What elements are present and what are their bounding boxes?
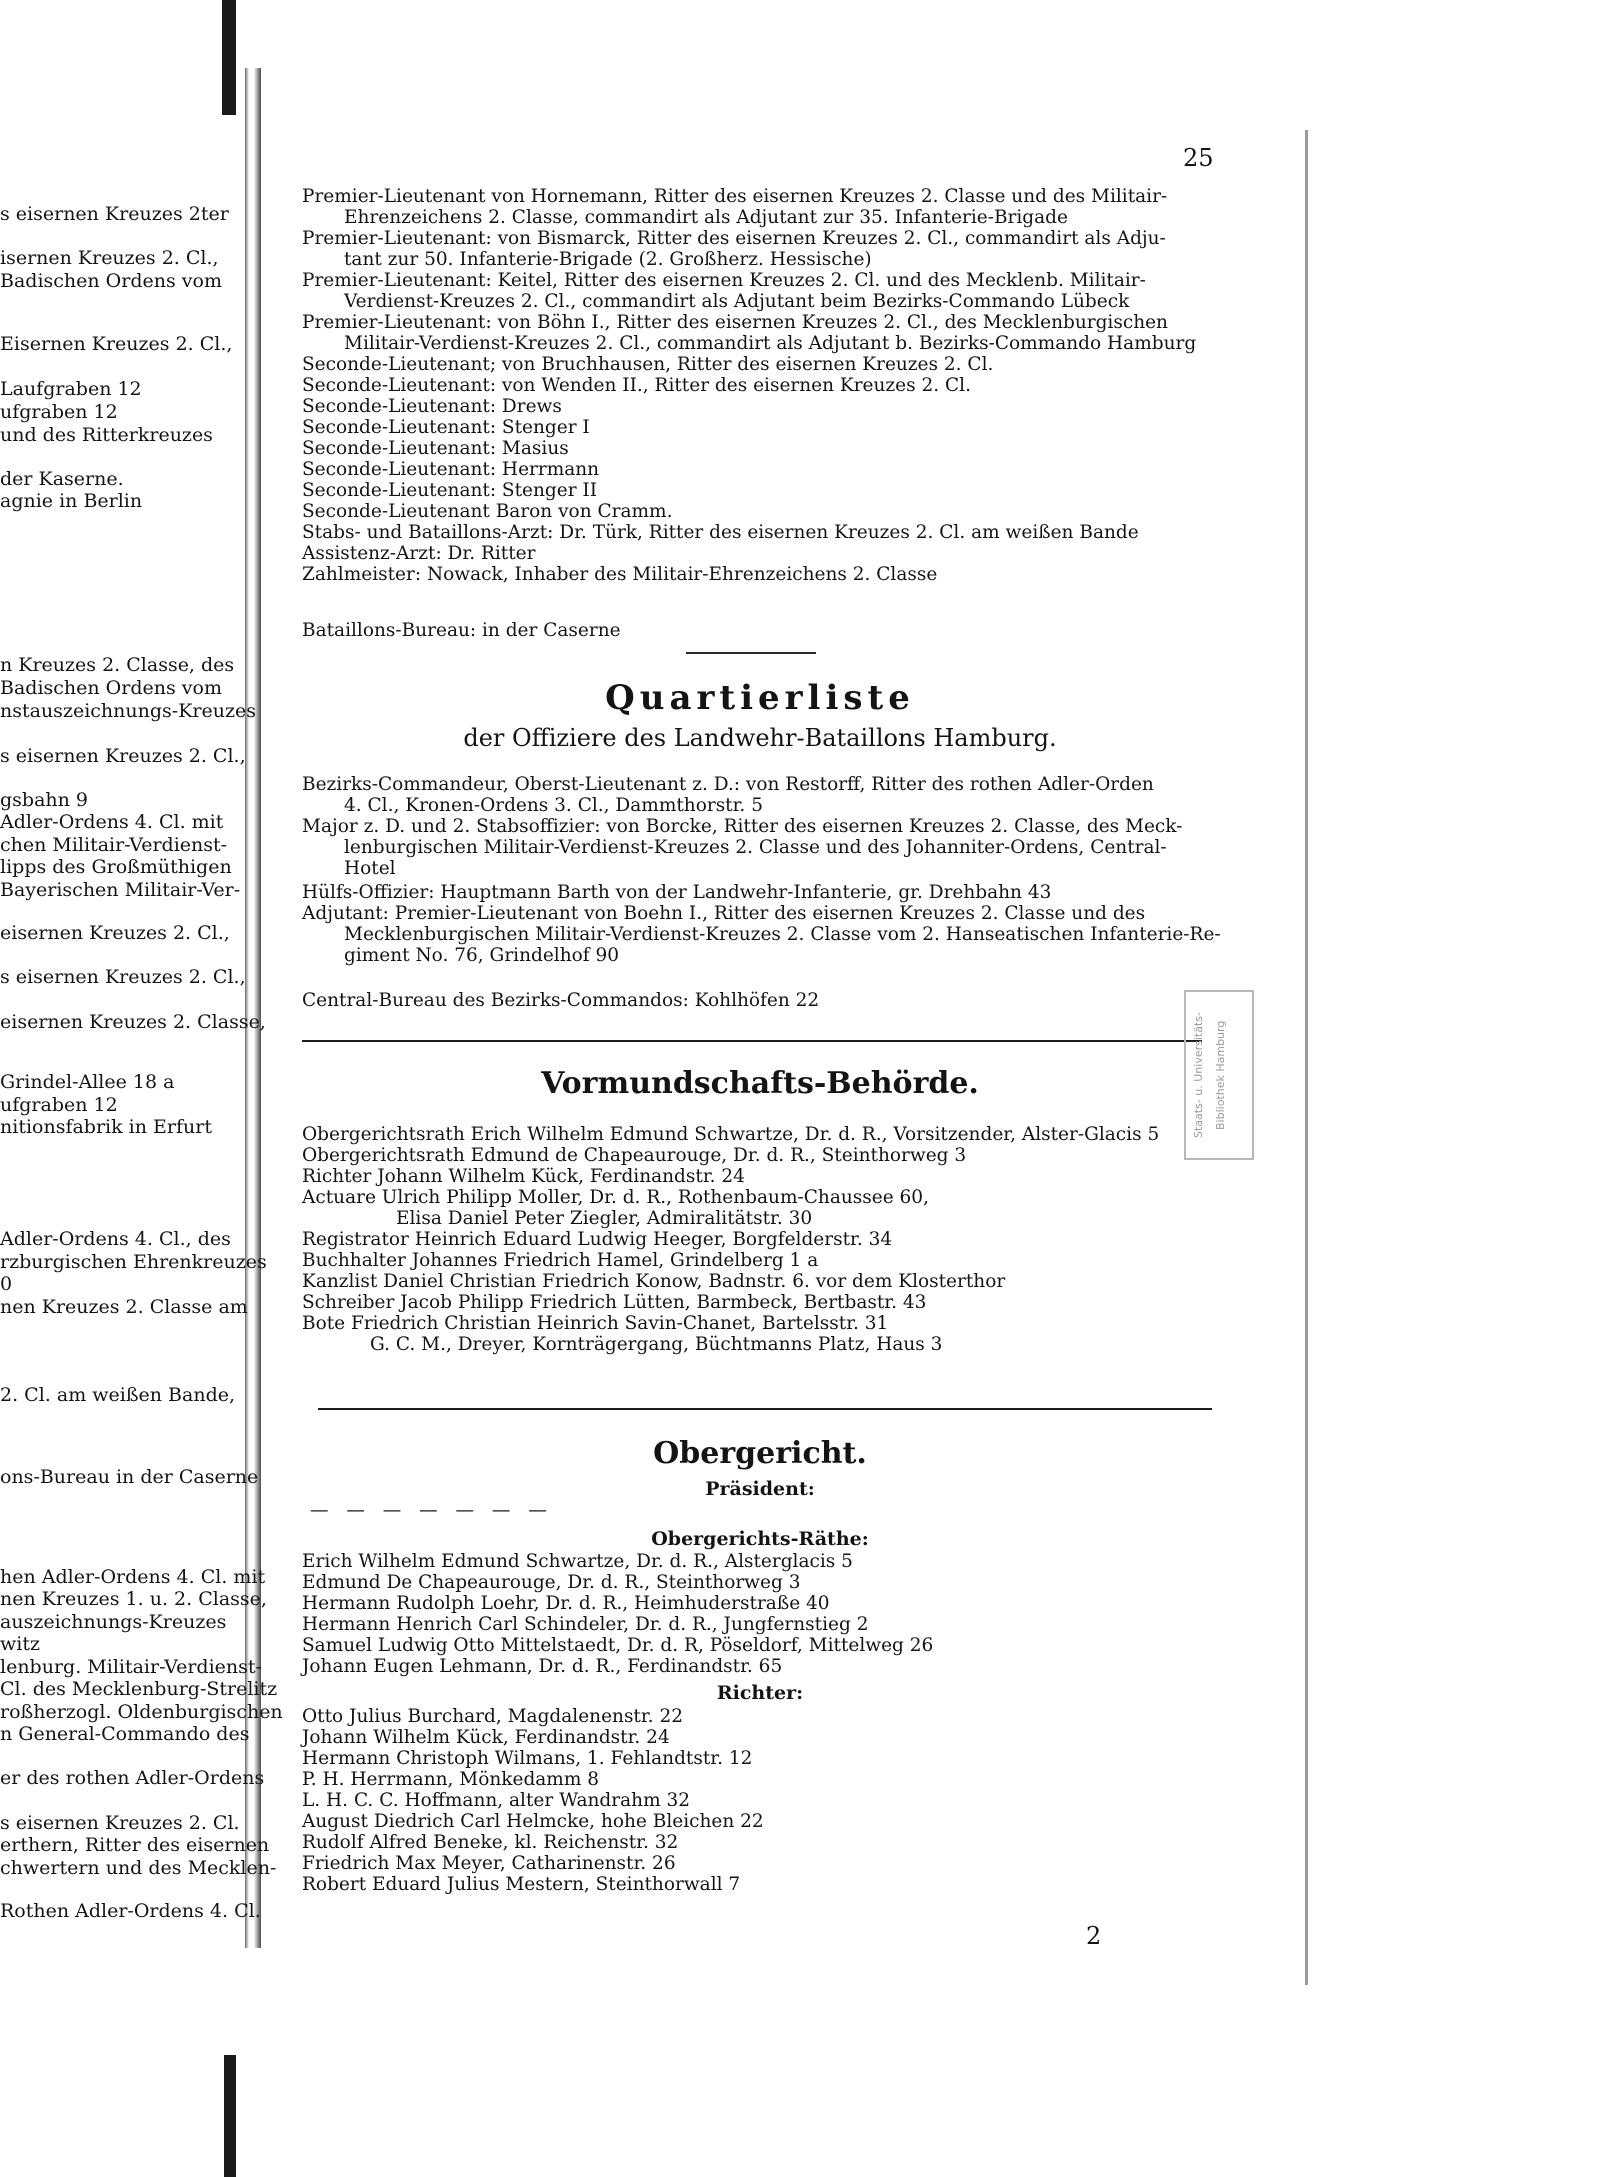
- list-item: tant zur 50. Infanterie-Brigade (2. Großherz. Hessische): [344, 249, 872, 270]
- left-page-column: [0, 0, 283, 2177]
- vacant-position: — — — — — — —: [310, 1500, 553, 1521]
- list-item: Samuel Ludwig Otto Mittelstaedt, Dr. d. R, Pöseldorf, Mittelweg 26: [302, 1635, 934, 1656]
- list-item: Seconde-Lieutenant: Masius: [302, 438, 569, 459]
- left-line: und des Ritterkreuzes: [0, 424, 213, 446]
- left-line: Badischen Ordens vom: [0, 677, 222, 699]
- list-item: Edmund De Chapeaurouge, Dr. d. R., Steinthorweg 3: [302, 1572, 801, 1593]
- list-item: Registrator Heinrich Eduard Ludwig Heeger, Borgfelderstr. 34: [302, 1229, 893, 1250]
- left-line: hen Adler-Ordens 4. Cl. mit: [0, 1566, 266, 1588]
- left-line: er des rothen Adler-Ordens: [0, 1767, 265, 1789]
- left-line: Laufgraben 12: [0, 378, 142, 400]
- list-item: Friedrich Max Meyer, Catharinenstr. 26: [302, 1853, 676, 1874]
- left-line: Adler-Ordens 4. Cl., des: [0, 1228, 231, 1250]
- list-item: Premier-Lieutenant von Hornemann, Ritter des eisernen Kreuzes 2. Classe und des Militair-: [302, 186, 1168, 207]
- section-title: Obergericht.: [653, 1436, 867, 1471]
- library-stamp: Staats- u. Universitäts-Bibliothek Hamburg: [1184, 990, 1254, 1160]
- list-item: Otto Julius Burchard, Magdalenenstr. 22: [302, 1706, 683, 1727]
- list-item: Robert Eduard Julius Mestern, Steinthorwall 7: [302, 1874, 741, 1895]
- left-line: nen Kreuzes 2. Classe am: [0, 1296, 248, 1318]
- left-line: n Kreuzes 2. Classe, des: [0, 654, 235, 676]
- left-line: ons-Bureau in der Caserne: [0, 1466, 259, 1488]
- list-item: Ehrenzeichens 2. Classe, commandirt als Adjutant zur 35. Infanterie-Brigade: [344, 207, 1068, 228]
- list-item: Premier-Lieutenant: von Bismarck, Ritter des eisernen Kreuzes 2. Cl., commandirt als Adju-: [302, 228, 1166, 249]
- list-item: Adjutant: Premier-Lieutenant von Boehn I., Ritter des eisernen Kreuzes 2. Classe und des: [302, 903, 1146, 924]
- list-item: Hermann Henrich Carl Schindeler, Dr. d. R., Jungfernstieg 2: [302, 1614, 869, 1635]
- list-item: 4. Cl., Kronen-Ordens 3. Cl., Dammthorstr. 5: [344, 795, 763, 816]
- subsection-label: Richter:: [716, 1682, 804, 1704]
- left-line: chwertern und des Mecklen-: [0, 1857, 277, 1879]
- list-item: Seconde-Lieutenant; von Bruchhausen, Ritter des eisernen Kreuzes 2. Cl.: [302, 354, 994, 375]
- list-item: Rudolf Alfred Beneke, kl. Reichenstr. 32: [302, 1832, 679, 1853]
- list-item: Seconde-Lieutenant: Stenger II: [302, 480, 598, 501]
- section-rule: [302, 1040, 1202, 1042]
- left-line: rzburgischen Ehrenkreuzes: [0, 1251, 267, 1273]
- left-line: Bayerischen Militair-Ver-: [0, 879, 241, 901]
- left-line: lenburg. Militair-Verdienst-: [0, 1656, 262, 1678]
- list-item: Central-Bureau des Bezirks-Commandos: Kohlhöfen 22: [302, 990, 820, 1011]
- list-item: Seconde-Lieutenant Baron von Cramm.: [302, 501, 673, 522]
- left-line: eisernen Kreuzes 2. Classe,: [0, 1011, 266, 1033]
- list-item: L. H. C. C. Hoffmann, alter Wandrahm 32: [302, 1790, 691, 1811]
- list-item: Johann Eugen Lehmann, Dr. d. R., Ferdinandstr. 65: [302, 1656, 783, 1677]
- list-item: Seconde-Lieutenant: Herrmann: [302, 459, 600, 480]
- list-item: Assistenz-Arzt: Dr. Ritter: [302, 543, 536, 564]
- list-item: Seconde-Lieutenant: Stenger I: [302, 417, 590, 438]
- list-item: P. H. Herrmann, Mönkedamm 8: [302, 1769, 600, 1790]
- list-item: giment No. 76, Grindelhof 90: [344, 945, 620, 966]
- list-item: Premier-Lieutenant: Keitel, Ritter des eisernen Kreuzes 2. Cl. und des Mecklenb. Militair-: [302, 270, 1146, 291]
- signature-number: 2: [1086, 1922, 1102, 1950]
- list-item: lenburgischen Militair-Verdienst-Kreuzes 2. Classe und des Johanniter-Ordens, Central-: [344, 837, 1167, 858]
- subsection-label: Präsident:: [705, 1478, 815, 1500]
- left-line: der Kaserne.: [0, 468, 124, 490]
- section-title: Vormundschafts-Behörde.: [541, 1066, 979, 1101]
- list-item: Elisa Daniel Peter Ziegler, Admiralitätstr. 30: [396, 1208, 813, 1229]
- left-line: Rothen Adler-Ordens 4. Cl.: [0, 1900, 261, 1922]
- left-line: s eisernen Kreuzes 2. Cl.,: [0, 966, 246, 988]
- left-line: auszeichnungs-Kreuzes: [0, 1611, 227, 1633]
- list-item: G. C. M., Dreyer, Kornträgergang, Büchtmanns Platz, Haus 3: [370, 1334, 943, 1355]
- left-line: Adler-Ordens 4. Cl. mit: [0, 811, 224, 833]
- left-line: s eisernen Kreuzes 2ter: [0, 203, 229, 225]
- list-item: Mecklenburgischen Militair-Verdienst-Kreuzes 2. Classe vom 2. Hanseatischen Infanterie-Re-: [344, 924, 1221, 945]
- left-line: chen Militair-Verdienst-: [0, 834, 228, 856]
- list-item: Stabs- und Bataillons-Arzt: Dr. Türk, Ritter des eisernen Kreuzes 2. Cl. am weißen Bande: [302, 522, 1139, 543]
- list-item: Militair-Verdienst-Kreuzes 2. Cl., commandirt als Adjutant b. Bezirks-Commando Hamburg: [344, 333, 1197, 354]
- list-item: Obergerichtsrath Edmund de Chapeaurouge, Dr. d. R., Steinthorweg 3: [302, 1145, 967, 1166]
- list-item: Hermann Christoph Wilmans, 1. Fehlandtstr. 12: [302, 1748, 753, 1769]
- section-subtitle: der Offiziere des Landwehr-Bataillons Hamburg.: [463, 724, 1057, 752]
- section-title: Quartierliste: [605, 678, 915, 718]
- list-item: Verdienst-Kreuzes 2. Cl., commandirt als Adjutant beim Bezirks-Commando Lübeck: [344, 291, 1130, 312]
- list-item: Richter Johann Wilhelm Kück, Ferdinandstr. 24: [302, 1166, 745, 1187]
- list-item: Premier-Lieutenant: von Böhn I., Ritter des eisernen Kreuzes 2. Cl., des Mecklenburgischen: [302, 312, 1168, 333]
- left-line: Eisernen Kreuzes 2. Cl.,: [0, 333, 233, 355]
- left-line: agnie in Berlin: [0, 490, 143, 512]
- list-item: Hülfs-Offizier: Hauptmann Barth von der Landwehr-Infanterie, gr. Drehbahn 43: [302, 882, 1052, 903]
- left-line: lipps des Großmüthigen: [0, 856, 232, 878]
- left-line: Cl. des Mecklenburg-Strelitz: [0, 1678, 278, 1700]
- left-line: s eisernen Kreuzes 2. Cl.: [0, 1812, 240, 1834]
- list-item: Seconde-Lieutenant: Drews: [302, 396, 562, 417]
- left-line: roßherzogl. Oldenburgischen: [0, 1701, 283, 1723]
- left-line: ufgraben 12: [0, 1094, 118, 1116]
- left-line: eisernen Kreuzes 2. Cl.,: [0, 922, 230, 944]
- list-item: Bataillons-Bureau: in der Caserne: [302, 620, 621, 641]
- left-line: 2. Cl. am weißen Bande,: [0, 1384, 236, 1406]
- list-item: Bezirks-Commandeur, Oberst-Lieutenant z. D.: von Restorff, Ritter des rothen Adler-Orden: [302, 774, 1154, 795]
- left-line: Grindel-Allee 18 a: [0, 1071, 175, 1093]
- list-item: Major z. D. und 2. Stabsoffizier: von Borcke, Ritter des eisernen Kreuzes 2. Classe, des Meck-: [302, 816, 1183, 837]
- left-line: isernen Kreuzes 2. Cl.,: [0, 247, 219, 269]
- list-item: Buchhalter Johannes Friedrich Hamel, Grindelberg 1 a: [302, 1250, 819, 1271]
- left-line: nstauszeichnungs-Kreuzes: [0, 700, 256, 722]
- list-item: Hotel: [344, 858, 396, 879]
- section-rule: [318, 1408, 1212, 1410]
- list-item: Seconde-Lieutenant: von Wenden II., Ritter des eisernen Kreuzes 2. Cl.: [302, 375, 971, 396]
- left-line: nen Kreuzes 1. u. 2. Classe,: [0, 1588, 267, 1610]
- list-item: Zahlmeister: Nowack, Inhaber des Militair-Ehrenzeichens 2. Classe: [302, 564, 938, 585]
- list-item: Schreiber Jacob Philipp Friedrich Lütten, Barmbeck, Bertbastr. 43: [302, 1292, 927, 1313]
- list-item: Actuare Ulrich Philipp Moller, Dr. d. R., Rothenbaum-Chaussee 60,: [302, 1187, 929, 1208]
- left-line: n General-Commando des: [0, 1723, 250, 1745]
- section-divider: [686, 652, 816, 654]
- left-line: 0: [0, 1273, 13, 1295]
- page-edge: [1305, 130, 1308, 1985]
- list-item: August Diedrich Carl Helmcke, hohe Bleichen 22: [302, 1811, 764, 1832]
- list-item: Bote Friedrich Christian Heinrich Savin-Chanet, Bartelsstr. 31: [302, 1313, 889, 1334]
- list-item: Kanzlist Daniel Christian Friedrich Konow, Badnstr. 6. vor dem Klosterthor: [302, 1271, 1006, 1292]
- left-line: ufgraben 12: [0, 401, 118, 423]
- list-item: Hermann Rudolph Loehr, Dr. d. R., Heimhuderstraße 40: [302, 1593, 830, 1614]
- page-number: 25: [1183, 144, 1214, 172]
- left-line: nitionsfabrik in Erfurt: [0, 1116, 212, 1138]
- left-line: witz: [0, 1633, 40, 1655]
- list-item: Obergerichtsrath Erich Wilhelm Edmund Schwartze, Dr. d. R., Vorsitzender, Alster-Glacis 5: [302, 1124, 1160, 1145]
- left-line: s eisernen Kreuzes 2. Cl.,: [0, 745, 246, 767]
- list-item: Johann Wilhelm Kück, Ferdinandstr. 24: [302, 1727, 670, 1748]
- left-line: erthern, Ritter des eisernen: [0, 1834, 270, 1856]
- list-item: Erich Wilhelm Edmund Schwartze, Dr. d. R., Alsterglacis 5: [302, 1551, 853, 1572]
- subsection-label: Obergerichts-Räthe:: [651, 1528, 869, 1550]
- left-line: Badischen Ordens vom: [0, 270, 222, 292]
- left-line: gsbahn 9: [0, 789, 89, 811]
